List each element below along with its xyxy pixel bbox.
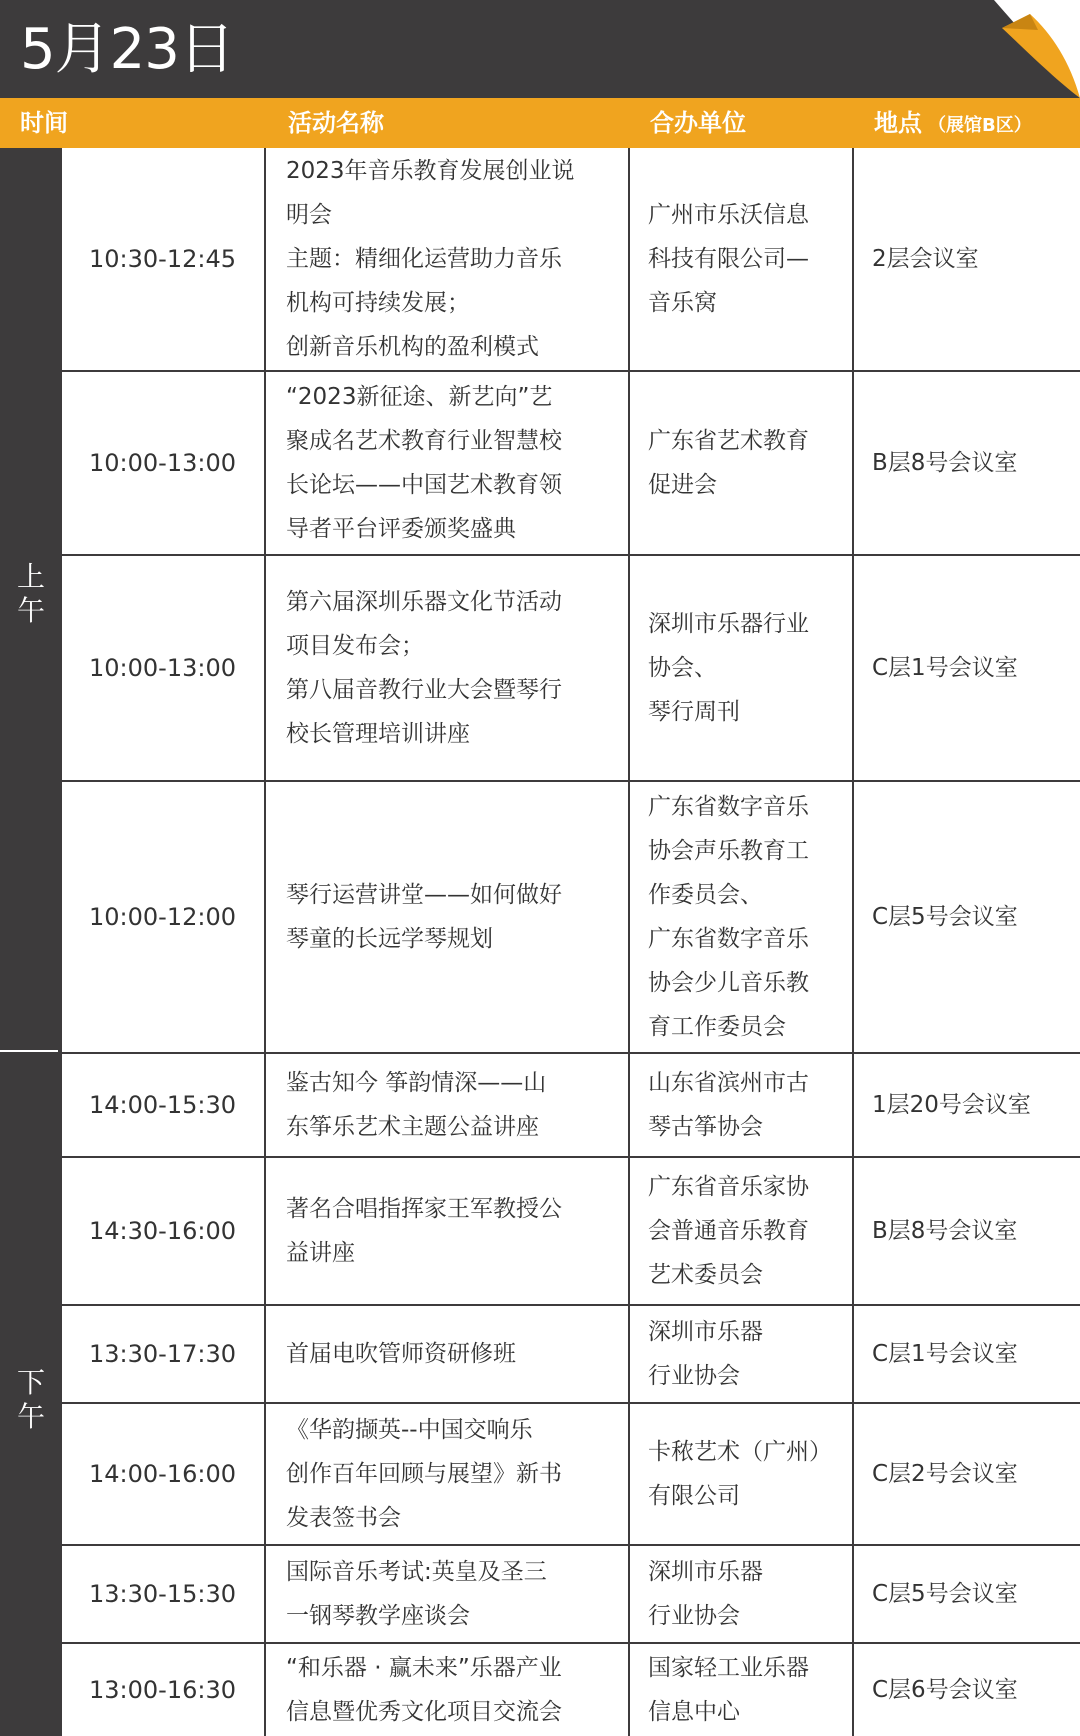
table-row bbox=[62, 1644, 1080, 1736]
column-header-location-label: 地点 bbox=[874, 109, 922, 137]
cell-location: B层8号会议室 bbox=[872, 1218, 1018, 1244]
table-row bbox=[62, 1546, 1080, 1644]
cell-org: 广东省音乐家协 会普通音乐教育 艺术委员会 bbox=[630, 1158, 854, 1304]
column-header-org: 合办单位 bbox=[650, 109, 746, 137]
cell-name: 第六届深圳乐器文化节活动 项目发布会； 第八届音教行业大会暨琴行 校长管理培训讲座 bbox=[266, 556, 630, 780]
cell-location: C层1号会议室 bbox=[872, 1341, 1018, 1367]
column-header-time: 时间 bbox=[20, 109, 68, 137]
period-label-pm bbox=[0, 1366, 62, 1434]
date-title: 5月23日 bbox=[20, 17, 234, 82]
cell-location: C层2号会议室 bbox=[872, 1461, 1018, 1487]
cell-name: 2023年音乐教育发展创业说 明会 主题：精细化运营助力音乐 机构可持续发展； 创新音乐机构的盈利模式 bbox=[266, 148, 630, 370]
cell-name: 首届电吹管师资研修班 bbox=[266, 1306, 630, 1402]
cell-location: 2层会议室 bbox=[872, 246, 979, 272]
cell-time: 10:00-12:00 bbox=[62, 782, 266, 1052]
cell-time: 13:30-17:30 bbox=[62, 1306, 266, 1402]
cell-org: 山东省滨州市古 琴古筝协会 bbox=[630, 1054, 854, 1156]
page-header bbox=[0, 0, 1080, 98]
table-row bbox=[62, 148, 1080, 372]
cell-org: 深圳市乐器行业 协会、 琴行周刊 bbox=[630, 556, 854, 780]
table-row bbox=[62, 1404, 1080, 1546]
cell-time: 10:00-13:00 bbox=[62, 372, 266, 554]
page-curl-icon bbox=[994, 0, 1080, 98]
cell-location: C层1号会议室 bbox=[872, 655, 1018, 681]
cell-time: 14:00-16:00 bbox=[62, 1404, 266, 1544]
cell-time: 13:30-15:30 bbox=[62, 1546, 266, 1642]
period-sidebar bbox=[0, 148, 62, 1736]
table-row bbox=[62, 1158, 1080, 1306]
cell-time: 14:30-16:00 bbox=[62, 1158, 266, 1304]
cell-org: 国家轻工业乐器 信息中心 bbox=[630, 1644, 854, 1736]
cell-name: “2023新征途、新艺向”艺 聚成名艺术教育行业智慧校 长论坛——中国艺术教育领 导者平台评委颁奖盛典 bbox=[266, 372, 630, 554]
table-row bbox=[62, 372, 1080, 556]
cell-org: 卡秾艺术（广州） 有限公司 bbox=[630, 1404, 854, 1544]
cell-org: 广州市乐沃信息 科技有限公司— 音乐窝 bbox=[630, 148, 854, 370]
column-header-location bbox=[874, 98, 1032, 148]
period-divider bbox=[0, 1050, 58, 1052]
cell-name: 国际音乐考试:英皇及圣三 一钢琴教学座谈会 bbox=[266, 1546, 630, 1642]
period-pm-text: 下 午 bbox=[16, 1366, 45, 1433]
cell-name: 琴行运营讲堂——如何做好 琴童的长远学琴规划 bbox=[266, 782, 630, 1052]
cell-time: 13:00-16:30 bbox=[62, 1644, 266, 1736]
column-header-name: 活动名称 bbox=[288, 109, 384, 137]
cell-org: 广东省艺术教育 促进会 bbox=[630, 372, 854, 554]
cell-location: C层5号会议室 bbox=[872, 1581, 1018, 1607]
table-row bbox=[62, 1054, 1080, 1158]
cell-name: 著名合唱指挥家王军教授公 益讲座 bbox=[266, 1158, 630, 1304]
column-header-bar bbox=[0, 98, 1080, 148]
cell-location: C层5号会议室 bbox=[872, 904, 1018, 930]
cell-location: 1层20号会议室 bbox=[872, 1092, 1031, 1118]
cell-time: 14:00-15:30 bbox=[62, 1054, 266, 1156]
table-row bbox=[62, 556, 1080, 782]
cell-name: 《华韵撷英--中国交响乐 创作百年回顾与展望》新书 发表签书会 bbox=[266, 1404, 630, 1544]
column-header-location-note: （展馆B区） bbox=[928, 115, 1032, 136]
table-row bbox=[62, 1306, 1080, 1404]
cell-time: 10:00-13:00 bbox=[62, 556, 266, 780]
period-label-am bbox=[0, 560, 62, 628]
schedule-table bbox=[62, 148, 1080, 1736]
cell-name: 鉴古知今 筝韵情深——山 东筝乐艺术主题公益讲座 bbox=[266, 1054, 630, 1156]
period-am-text: 上 午 bbox=[16, 560, 45, 627]
cell-org: 深圳市乐器 行业协会 bbox=[630, 1546, 854, 1642]
cell-name: “和乐器 · 赢未来”乐器产业 信息暨优秀文化项目交流会 bbox=[266, 1644, 630, 1736]
cell-location: C层6号会议室 bbox=[872, 1677, 1018, 1703]
cell-location: B层8号会议室 bbox=[872, 450, 1018, 476]
cell-time: 10:30-12:45 bbox=[62, 148, 266, 370]
table-row bbox=[62, 782, 1080, 1054]
cell-org: 广东省数字音乐 协会声乐教育工 作委员会、 广东省数字音乐 协会少儿音乐教 育工作委员会 bbox=[630, 782, 854, 1052]
cell-org: 深圳市乐器 行业协会 bbox=[630, 1306, 854, 1402]
